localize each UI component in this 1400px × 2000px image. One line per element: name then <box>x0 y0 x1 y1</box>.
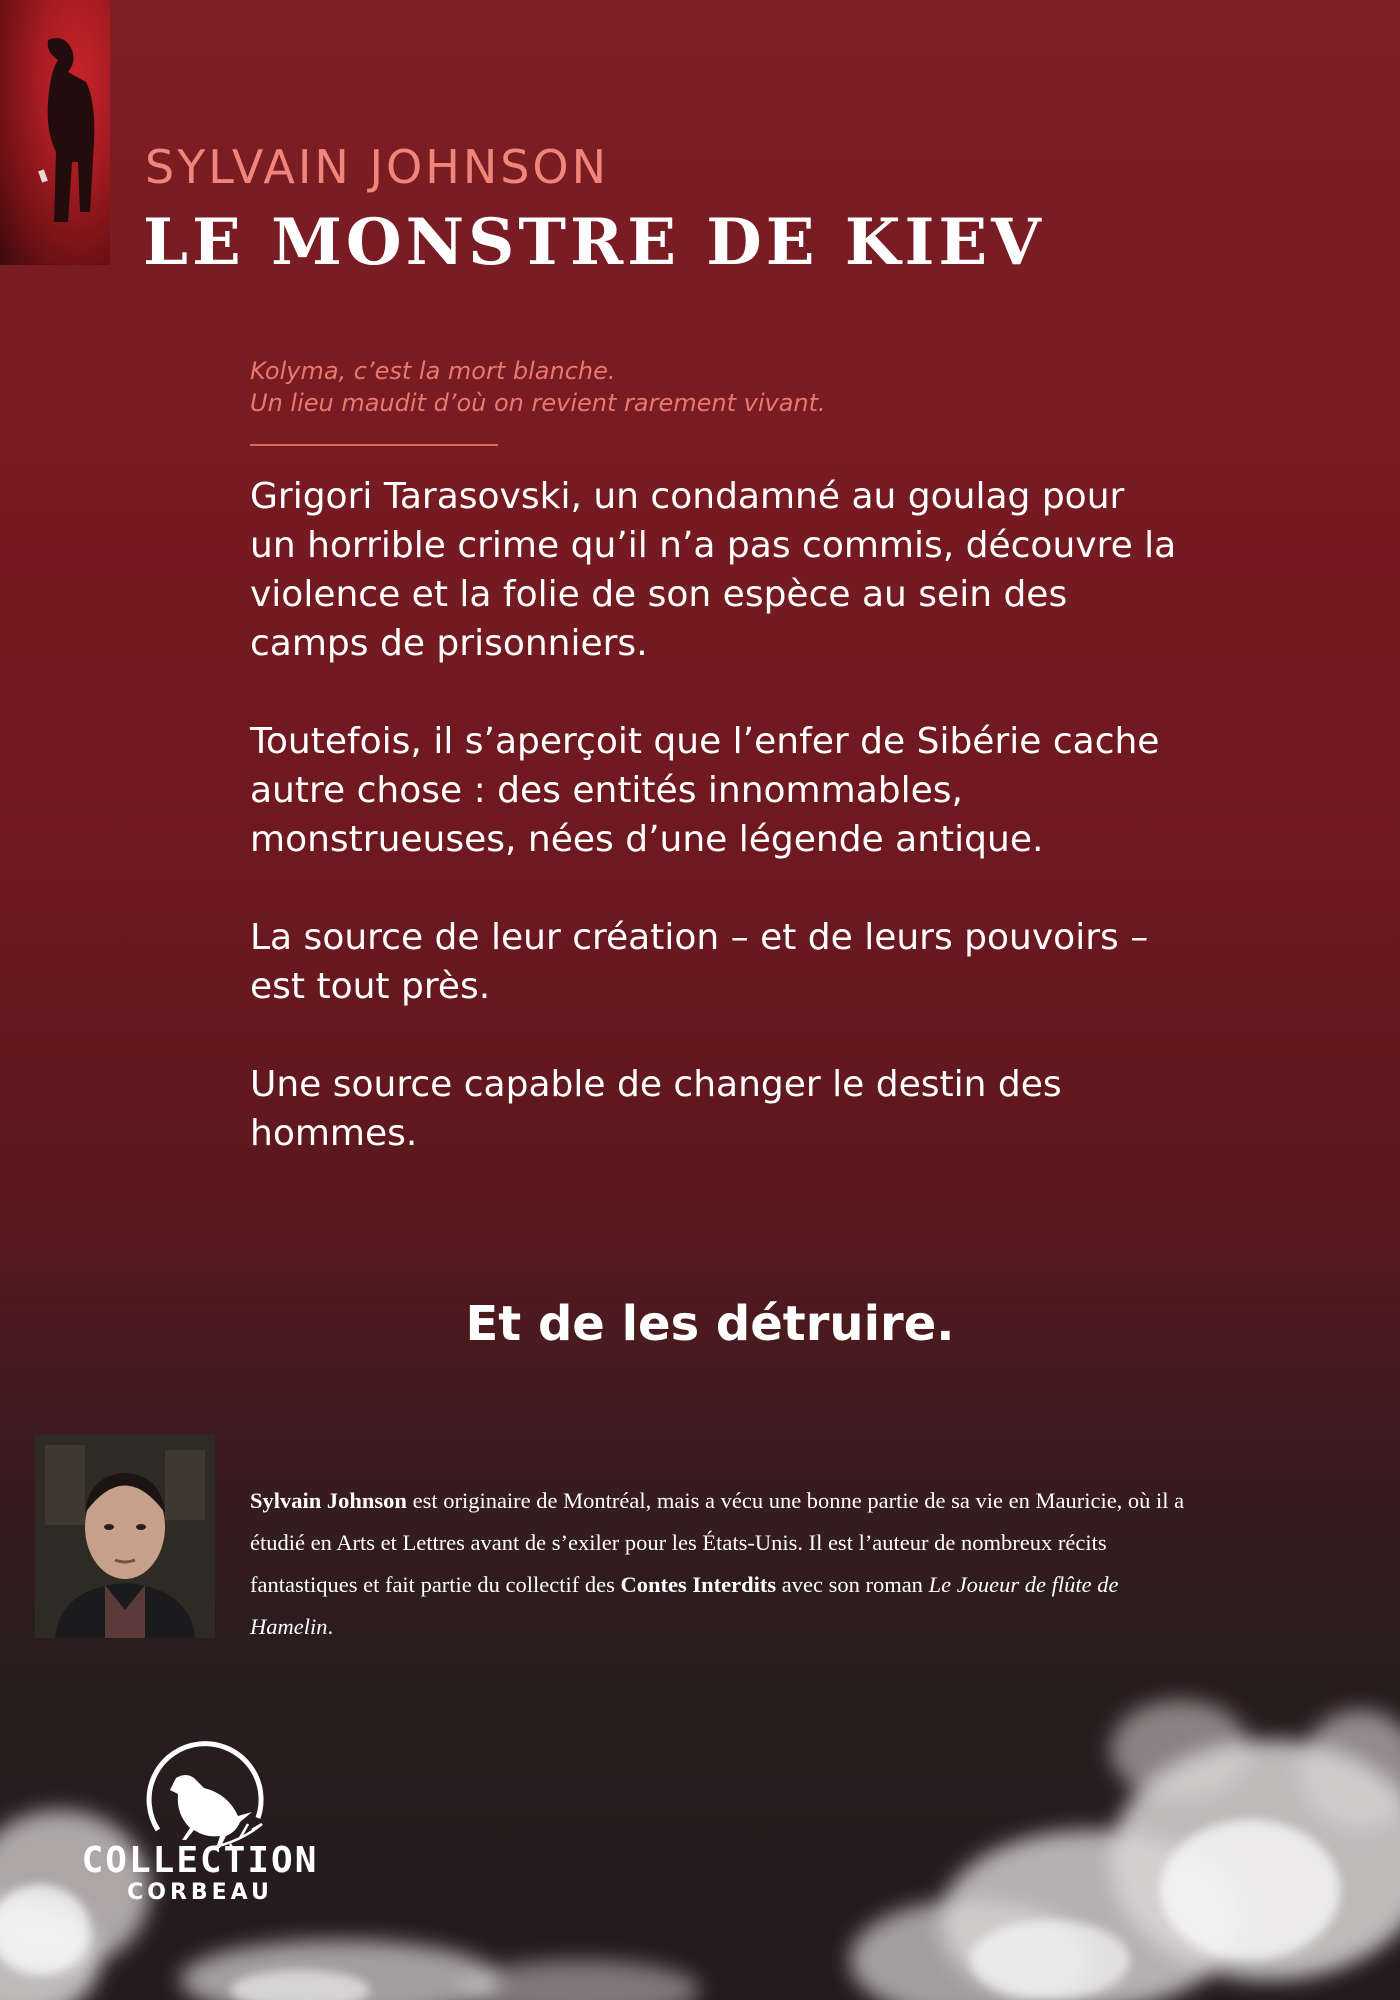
synopsis-paragraph: Une source capable de changer le destin des hommes. <box>250 1064 1062 1154</box>
bio-text: avec son roman <box>776 1572 929 1597</box>
author-bio <box>250 1480 1200 1648</box>
author-photo <box>35 1435 215 1638</box>
bio-collective: Contes Interdits <box>620 1572 777 1597</box>
tagline <box>250 355 826 419</box>
synopsis-paragraph: La source de leur création – et de leurs pouvoirs – est tout près. <box>250 917 1149 1007</box>
logo-collection: COLLECTION <box>81 1840 319 1881</box>
synopsis <box>250 472 1180 1207</box>
closing-line <box>0 1296 1400 1352</box>
logo-corbeau: CORBEAU <box>127 1880 273 1905</box>
bio-author-name: Sylvain Johnson <box>250 1488 407 1513</box>
tagline-line-1: Kolyma, c’est la mort blanche. <box>250 357 616 385</box>
bio-text: est originaire de Montréal, mais a vécu une bonne partie de sa vie en Mauricie, où il a étudié en Arts et Lettres avant de s’exiler pour les États-Unis. Il est l’auteur de nombreux récits fantastiques et fait partie du collectif des <box>250 1488 1185 1597</box>
closing-line-text: Et de les détruire. <box>465 1296 955 1352</box>
author-name: SYLVAIN JOHNSON <box>145 140 610 194</box>
tagline-line-2: Un lieu maudit d’où on revient rarement vivant. <box>250 389 826 417</box>
tagline-divider <box>250 444 498 446</box>
synopsis-paragraph: Toutefois, il s’aperçoit que l’enfer de Sibérie cache autre chose : des entités innommables, monstrueuses, nées d’une légende antique. <box>250 721 1160 860</box>
bio-text: . <box>327 1614 334 1639</box>
cover-thumbnail <box>0 0 110 265</box>
book-title: LE MONSTRE DE KIEV <box>143 205 1045 280</box>
bio-novel-title: Le Joueur de flûte de Hamelin <box>250 1572 1119 1639</box>
synopsis-paragraph: Grigori Tarasovski, un condamné au goulag pour un horrible crime qu’il n’a pas commis, découvre la violence et la folie de son espèce au sein des camps de prisonniers. <box>250 476 1177 664</box>
